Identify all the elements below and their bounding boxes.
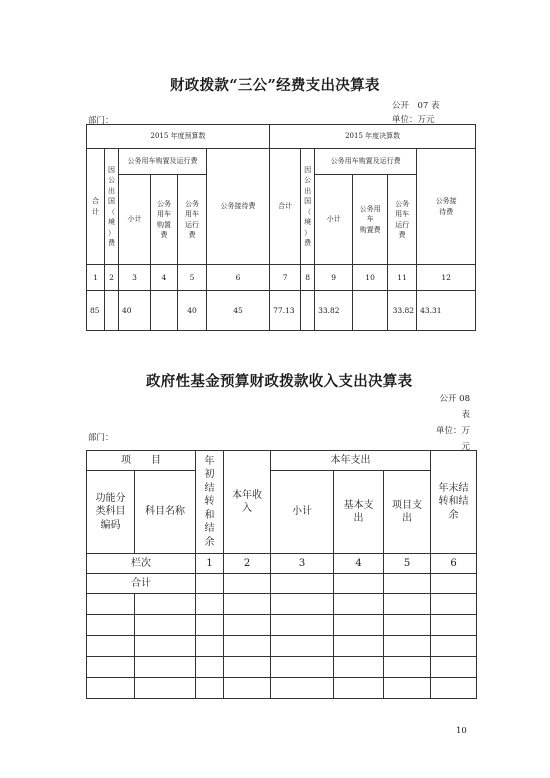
table1-dept-label: 部门： — [88, 116, 114, 126]
index-cell: 3 — [119, 265, 151, 291]
row-index-cell: 3 — [271, 554, 334, 574]
func-code-header: 功能分 类科目 编码 — [87, 471, 135, 554]
budget-total-header: 合 计 — [87, 149, 105, 265]
page-number: 10 — [456, 726, 467, 736]
actual-abroad-header: 因 公 出 国 （ 境 ） 费 — [301, 149, 315, 265]
budget-subtotal-header: 小计 — [119, 175, 151, 265]
data-cell: 45 — [207, 291, 270, 331]
table-row — [87, 657, 477, 678]
empty-cell — [224, 574, 271, 594]
budget-running-header: 公务 用车 运行 费 — [178, 175, 207, 265]
data-cell: 40 — [178, 291, 207, 331]
budget-header: 2015 年度预算数 — [87, 125, 270, 149]
item-header: 项 目 — [87, 451, 196, 471]
expense-subtotal-header: 小计 — [271, 471, 334, 554]
index-cell: 11 — [388, 265, 417, 291]
budget-reception-header: 公务接待费 — [207, 149, 270, 265]
actual-purchase-header: 公务用 车 购置费 — [353, 175, 388, 265]
table1-unit: 单位：万元 — [392, 115, 435, 125]
table2-unit: 单位：万 元 — [435, 426, 470, 452]
begin-balance-header: 年 初 结 转 和 结 余 — [196, 451, 224, 554]
table2-code: 公开 08 表 — [439, 394, 470, 420]
subject-name-header: 科目名称 — [135, 471, 196, 554]
budget-vehicle-header: 公务用车购置及运行费 — [119, 149, 207, 175]
data-cell — [353, 291, 388, 331]
data-cell: 43.31 — [417, 291, 476, 331]
index-cell: 9 — [315, 265, 353, 291]
empty-cell — [431, 574, 477, 594]
empty-cell — [196, 574, 224, 594]
data-cell — [151, 291, 178, 331]
row-index-label: 栏次 — [87, 554, 196, 574]
index-cell: 8 — [301, 265, 315, 291]
budget-purchase-header: 公务 用车 购置 费 — [151, 175, 178, 265]
index-cell: 1 — [87, 265, 105, 291]
empty-cell — [384, 574, 431, 594]
actual-header: 2015 年度决算数 — [270, 125, 476, 149]
row-index-cell: 1 — [196, 554, 224, 574]
table-row — [87, 615, 477, 636]
table1-code: 公开 07 表 — [392, 101, 440, 111]
actual-vehicle-header: 公务用车购置及运行费 — [315, 149, 417, 175]
row-index-cell: 2 — [224, 554, 271, 574]
table-row — [87, 594, 477, 615]
index-cell: 10 — [353, 265, 388, 291]
index-cell: 5 — [178, 265, 207, 291]
data-cell: 85 — [87, 291, 105, 331]
table1-title: 财政拨款“三公”经费支出决算表 — [170, 77, 380, 94]
row-index-cell: 6 — [431, 554, 477, 574]
income-header: 本年收 入 — [224, 451, 271, 554]
expense-header: 本年支出 — [271, 451, 431, 471]
table2-dept-label: 部门： — [88, 433, 114, 443]
actual-reception-header: 公务接 待费 — [417, 149, 476, 265]
three-public-expense-table — [86, 124, 476, 331]
project-expense-header: 项目支 出 — [384, 471, 431, 554]
actual-running-header: 公务 用车 运行 费 — [388, 175, 417, 265]
empty-cell — [271, 574, 334, 594]
row-index-cell: 4 — [334, 554, 384, 574]
data-cell: 33.82 — [388, 291, 417, 331]
data-cell — [105, 291, 119, 331]
table-row — [87, 636, 477, 657]
budget-abroad-header: 因 公 出 国 （ 境 ） 费 — [105, 149, 119, 265]
index-cell: 2 — [105, 265, 119, 291]
row-index-cell: 5 — [384, 554, 431, 574]
data-cell: 40 — [119, 291, 151, 331]
table-row — [87, 678, 477, 699]
end-balance-header: 年末结 转和结 余 — [431, 451, 477, 554]
basic-expense-header: 基本支 出 — [334, 471, 384, 554]
index-cell: 4 — [151, 265, 178, 291]
data-cell — [301, 291, 315, 331]
empty-cell — [334, 574, 384, 594]
index-cell: 6 — [207, 265, 270, 291]
table2-title: 政府性基金预算财政拨款收入支出决算表 — [146, 373, 413, 390]
index-cell: 12 — [417, 265, 476, 291]
government-fund-table — [86, 450, 477, 699]
data-cell: 33.82 — [315, 291, 353, 331]
total-row-label: 合计 — [87, 574, 196, 594]
actual-total-header: 合计 — [270, 149, 301, 265]
actual-subtotal-header: 小计 — [315, 175, 353, 265]
data-cell: 77.13 — [270, 291, 301, 331]
index-cell: 7 — [270, 265, 301, 291]
